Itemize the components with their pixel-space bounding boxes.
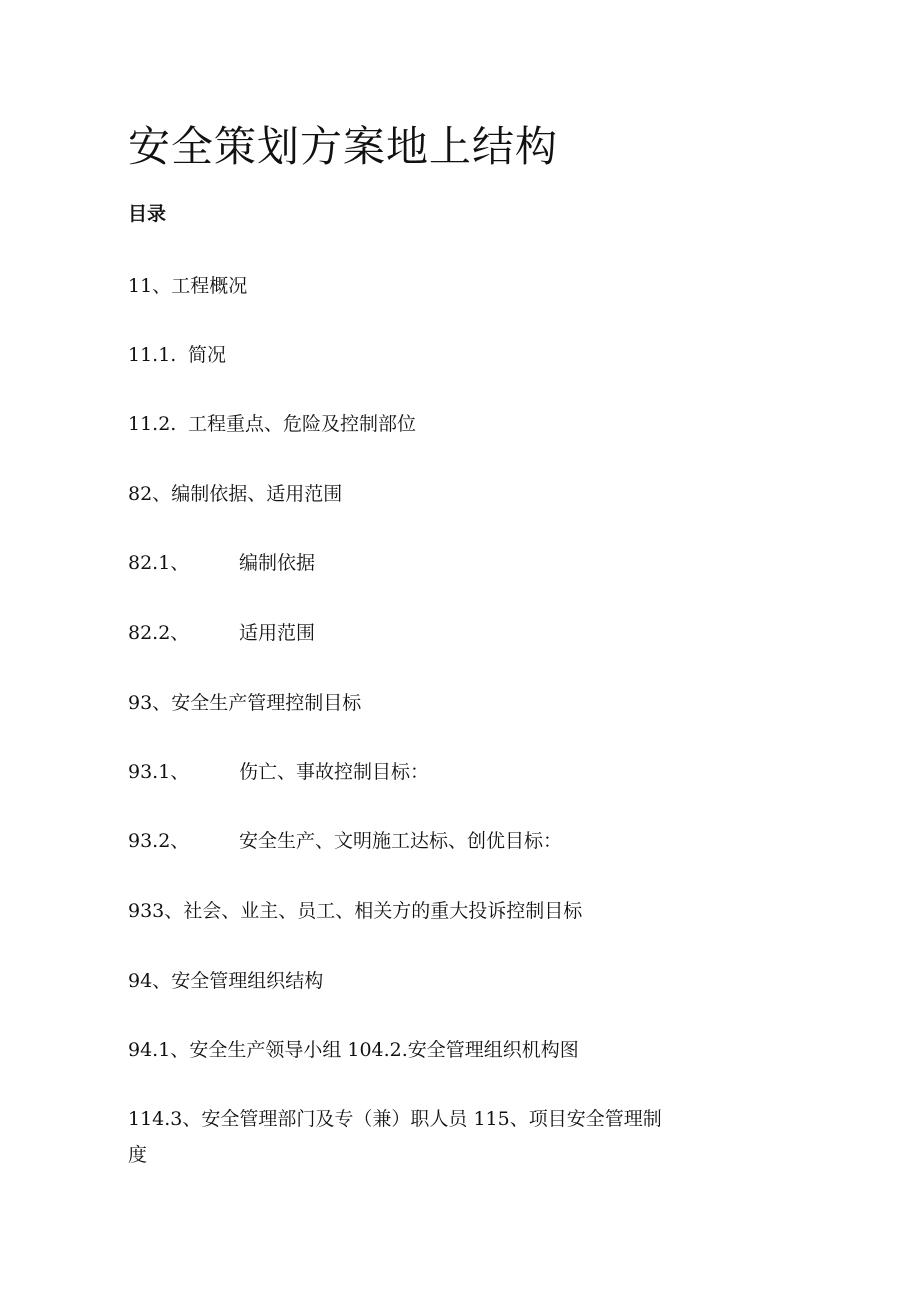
toc-item[interactable] [128, 549, 315, 577]
toc-item-text: 编制依据、适用范围 [171, 483, 343, 505]
document-title: 安全策划方案地上结构 [128, 122, 559, 171]
toc-item-number: 11.1. [128, 344, 177, 366]
toc-item[interactable] [128, 689, 361, 717]
toc-item[interactable] [128, 272, 247, 300]
toc-item-number: 93.1、 [128, 761, 190, 783]
toc-item-text: 社会、业主、员工、相关方的重大投诉控制目标 [183, 900, 583, 922]
toc-item[interactable] [128, 897, 582, 925]
toc-item[interactable] [128, 480, 342, 508]
toc-item-text: 安全生产管理控制目标 [171, 692, 362, 714]
toc-item-text: 适用范围 [239, 622, 316, 644]
toc-item-text: 安全生产、文明施工达标、创优目标： [239, 830, 563, 852]
toc-item[interactable] [128, 1101, 673, 1173]
toc-item-number: 82、 [128, 483, 172, 505]
toc-item[interactable] [128, 410, 416, 438]
toc-item-text: 伤亡、事故控制目标： [239, 761, 430, 783]
toc-item-text: 简况 [188, 344, 227, 366]
toc-item[interactable] [128, 827, 562, 855]
toc-item-number: 933、 [128, 900, 184, 922]
toc-item-number: 82.2、 [128, 622, 190, 644]
toc-heading: 目录 [128, 203, 167, 225]
toc-item-text: 安全管理组织结构 [171, 970, 324, 992]
toc-item-text: 工程概况 [171, 275, 248, 297]
toc-item-number: 114.3、 [128, 1108, 202, 1130]
toc-item-number: 94.1、 [128, 1039, 190, 1061]
toc-item-text: 安全管理部门及专（兼）职人员 115、项目安全管理制度 [128, 1108, 662, 1166]
toc-item-number: 11、 [128, 275, 172, 297]
toc-item-number: 94、 [128, 970, 172, 992]
toc-item[interactable] [128, 619, 315, 647]
toc-item[interactable] [128, 1036, 579, 1064]
toc-item[interactable] [128, 758, 429, 786]
toc-item-text: 安全生产领导小组 104.2.安全管理组织机构图 [189, 1039, 579, 1061]
toc-item-number: 82.1、 [128, 552, 190, 574]
toc-item-number: 93、 [128, 692, 172, 714]
toc-item-text: 工程重点、危险及控制部位 [188, 413, 417, 435]
toc-item-text: 编制依据 [239, 552, 316, 574]
toc-item-number: 11.2. [128, 413, 177, 435]
toc-item[interactable] [128, 967, 323, 995]
toc-item[interactable] [128, 341, 226, 369]
toc-item-number: 93.2、 [128, 830, 190, 852]
